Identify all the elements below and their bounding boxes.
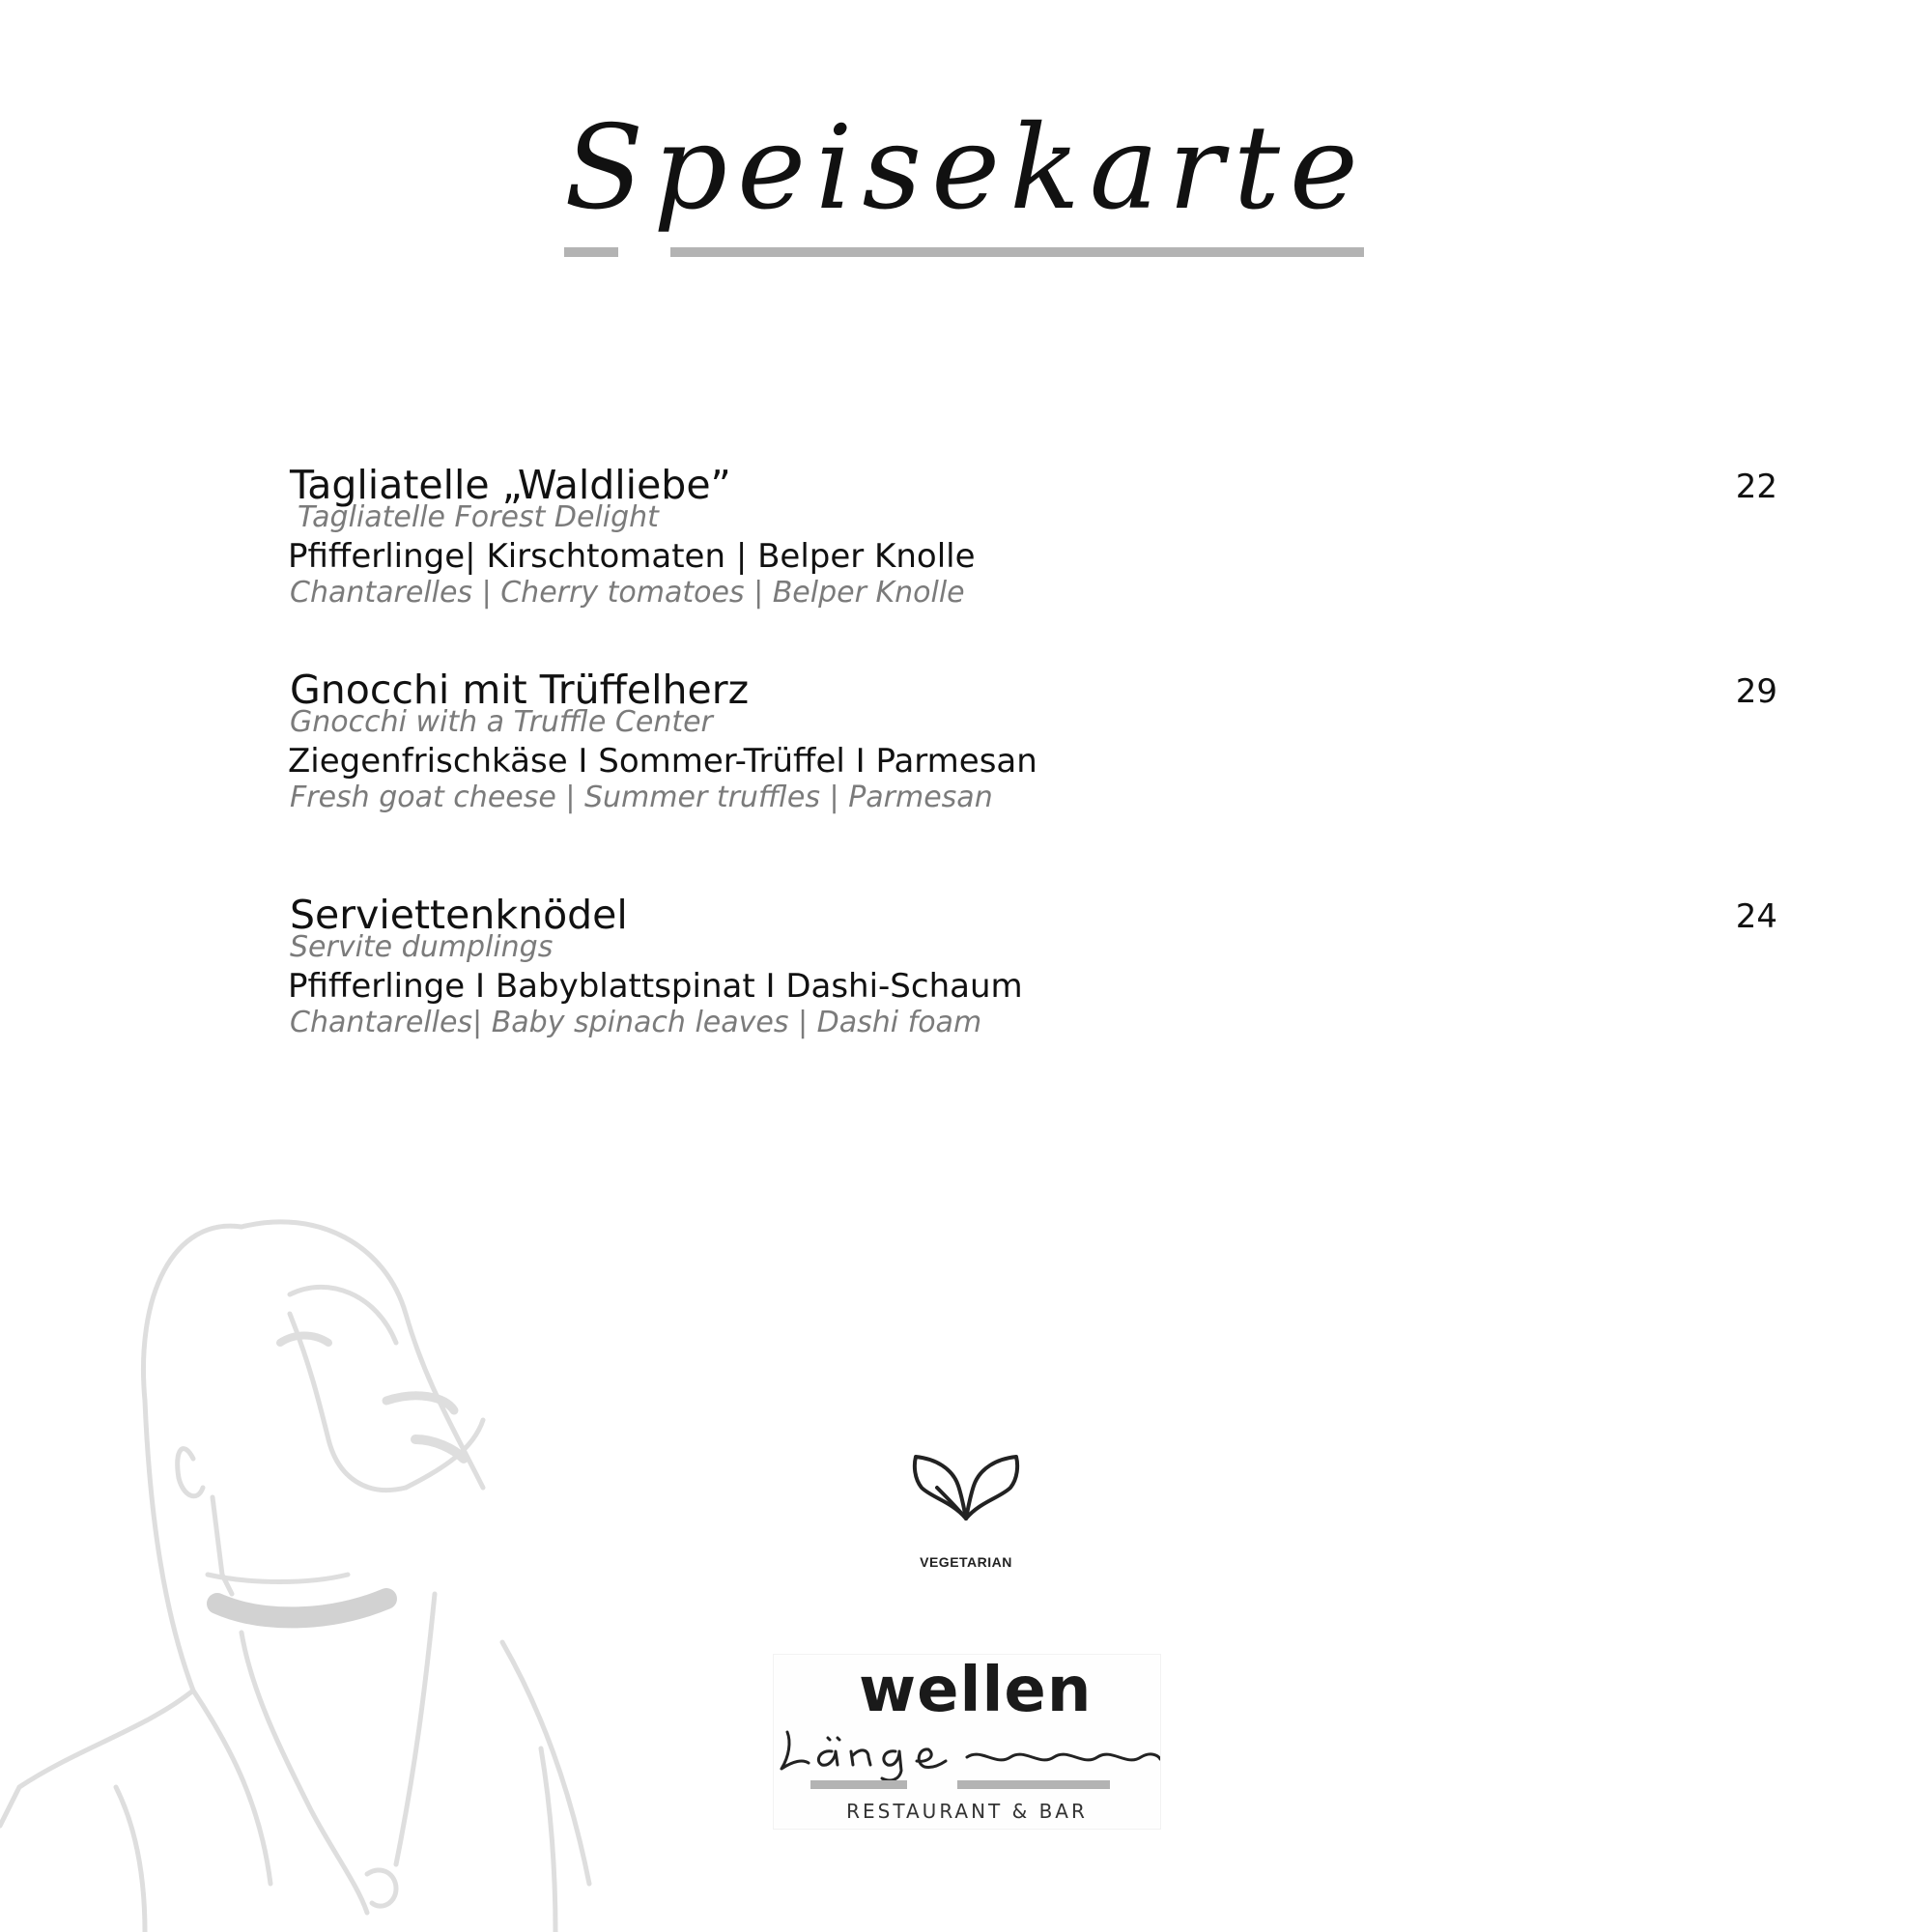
dish-name-en: Gnocchi with a Truffle Center — [290, 705, 713, 739]
title-underline-left — [564, 247, 618, 257]
restaurant-logo — [773, 1654, 1161, 1830]
dish-name: Tagliatelle „Waldliebe” — [290, 462, 731, 508]
logo-bar-left — [810, 1780, 907, 1789]
leaf-icon — [908, 1449, 1024, 1526]
vegetarian-label: VEGETARIAN — [920, 1554, 1012, 1570]
logo-bar-right — [957, 1780, 1110, 1789]
dish-ingredients: Pfifferlinge I Babyblattspinat I Dashi-Schaum — [288, 967, 1023, 1006]
dish-price: 22 — [1735, 468, 1777, 506]
dish-ingredients: Ziegenfrischkäse I Sommer-Trüffel I Parmesan — [288, 742, 1037, 781]
dish-price: 29 — [1735, 672, 1777, 711]
dish-name-en: Tagliatelle Forest Delight — [298, 500, 659, 534]
dish-name: Gnocchi mit Trüffelherz — [290, 667, 750, 713]
logo-wellen-text: wellen — [859, 1655, 1093, 1726]
dish-ingredients-en: Fresh goat cheese | Summer truffles | Parmesan — [290, 781, 993, 814]
dish-ingredients-en: Chantarelles | Cherry tomatoes | Belper Knolle — [290, 576, 965, 610]
dish-name: Serviettenknödel — [290, 892, 628, 938]
logo-script-lange — [774, 1722, 1160, 1780]
page-title-text: Speisekarte — [564, 101, 1368, 236]
title-underline-right — [670, 247, 1364, 257]
dish-name-en: Servite dumplings — [290, 930, 554, 964]
logo-subtitle: RESTAURANT & BAR — [846, 1800, 1088, 1823]
dish-ingredients: Pfifferlinge| Kirschtomaten | Belper Knolle — [288, 537, 976, 576]
dish-price: 24 — [1735, 897, 1777, 936]
page-title — [541, 97, 1391, 270]
woman-illustration — [0, 1208, 618, 1932]
dish-ingredients-en: Chantarelles| Baby spinach leaves | Dashi foam — [290, 1006, 982, 1039]
vegetarian-legend — [898, 1449, 1034, 1570]
